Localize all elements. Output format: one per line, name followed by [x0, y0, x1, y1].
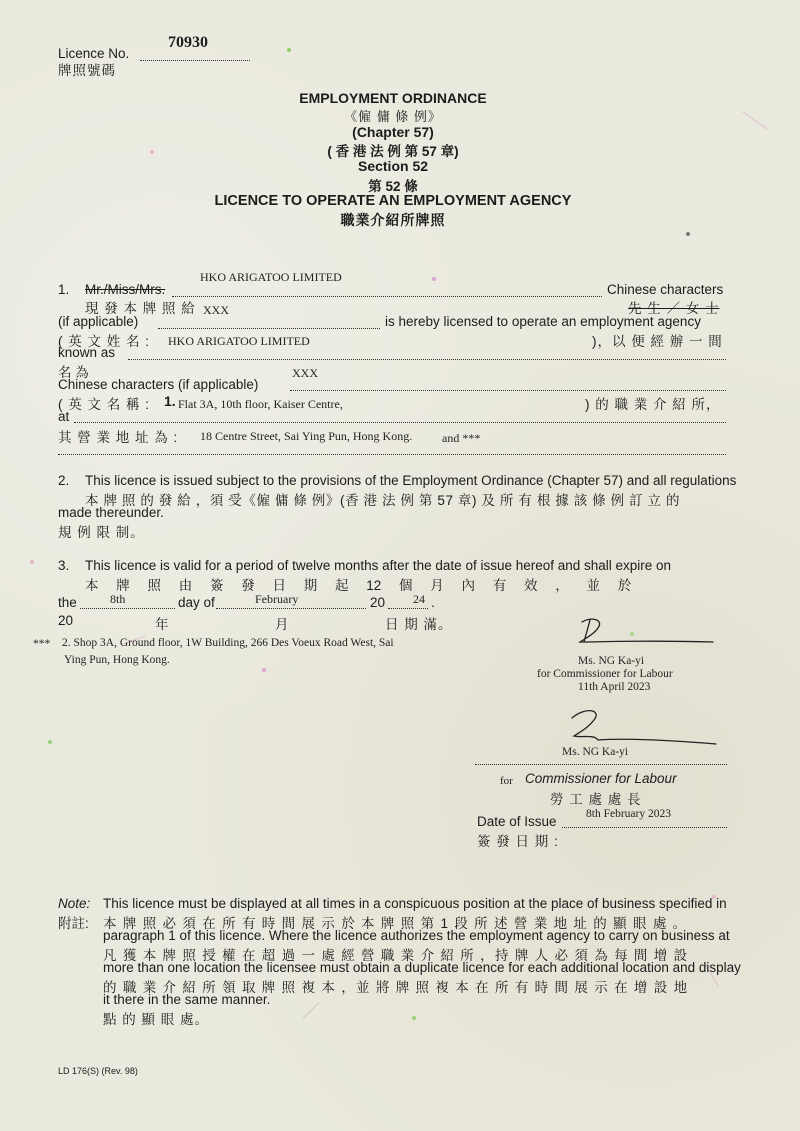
chinese-agency-line	[290, 390, 726, 391]
paper-speck	[30, 560, 34, 564]
cn-year: 年	[155, 617, 169, 632]
issue-signer-name: Ms. NG Ka-yi	[562, 746, 629, 758]
licence-number: 70930	[168, 34, 208, 51]
issue-date-line	[562, 827, 727, 828]
licence-no-line	[140, 60, 250, 61]
and-more-marker: and ***	[442, 431, 481, 445]
title-cn-struck: 先 生 ／ 女 士	[628, 301, 720, 316]
ordinance-title-cn: 《僱 傭 條 例》	[344, 109, 442, 124]
renewal-signer-name: Ms. NG Ka-yi	[578, 655, 645, 667]
period: .	[431, 595, 435, 610]
date-of-issue-label: Date of Issue	[477, 814, 557, 829]
para3-text1: This licence is valid for a period of twelve months after the date of issue hereof and shall expire on	[85, 558, 672, 573]
paper-speck	[686, 232, 690, 236]
paper-speck	[432, 277, 436, 281]
para2-number: 2.	[58, 473, 70, 488]
salutation-struck: Mr./Miss/Mrs.	[85, 282, 166, 297]
ordinance-title: EMPLOYMENT ORDINANCE	[299, 90, 487, 106]
the-label: the	[58, 595, 77, 610]
commissioner-label: Commissioner for Labour	[525, 771, 677, 786]
address-fill-line1: Flat 3A, 10th floor, Kaiser Centre,	[178, 397, 343, 411]
licence-no-label-cn: 牌照號碼	[58, 63, 116, 78]
issue-for-label: for	[500, 775, 513, 787]
renewal-date: 11th April 2023	[578, 681, 651, 693]
chapter-cn: ( 香 港 法 例 第 57 章)	[327, 144, 459, 159]
cn-day-expire: 日 期 滿。	[385, 617, 453, 632]
at-label: at	[58, 409, 70, 424]
para2-text1: This licence is issued subject to the provisions of the Employment Ordinance (Chapter 57) and all regulations	[85, 473, 737, 488]
english-name-cn: ( 英 文 姓 名 :	[58, 334, 150, 349]
signature-line	[475, 764, 727, 765]
cn-month: 月	[275, 617, 289, 632]
expiry-month-fill: February	[255, 592, 299, 606]
expiry-year-fill: 24	[413, 592, 425, 606]
note-line1: This licence must be displayed at all times in a conspicuous position at the place of business specified in	[103, 896, 727, 911]
agency-chinese-name-fill: XXX	[292, 366, 318, 380]
para2-text2: made thereunder.	[58, 505, 164, 520]
paper-speck	[287, 48, 291, 52]
chinese-name-fill: XXX	[203, 303, 229, 317]
known-as-line	[128, 359, 726, 360]
agency-cn: ) 的 職 業 介 紹 所，	[585, 397, 721, 412]
renewal-signer-for: for Commissioner for Labour	[537, 668, 673, 680]
para3-number: 3.	[58, 558, 70, 573]
operate-cn: )，以 便 經 辦 一 間	[592, 334, 723, 349]
commissioner-cn: 勞 工 處 處 長	[550, 792, 642, 807]
english-name2-cn: ( 英 文 名 稱 :	[58, 397, 150, 412]
section: Section 52	[357, 158, 429, 174]
address-fill-line2: 18 Centre Street, Sai Ying Pun, Hong Kong.	[200, 429, 413, 443]
licence-title-cn: 職業介紹所牌照	[340, 212, 446, 228]
note-cn1: 本 牌 照 必 須 在 所 有 時 間 展 示 於 本 牌 照 第 1 段 所 述 營 業 地 址 的 顯 眼 處 。	[103, 916, 688, 931]
paper-speck	[412, 1016, 416, 1020]
address-line-2	[58, 454, 726, 455]
year-prefix: 20	[370, 595, 386, 610]
para2-cn1: 本 牌 照 的 發 給 ，須 受《僱 傭 條 例》(香 港 法 例 第 57 章) 及 所 有 根 據 該 條 例 訂 立 的	[85, 493, 681, 508]
licensee-name-fill: HKO ARIGATOO LIMITED	[200, 270, 342, 284]
address-marker: 1.	[164, 393, 176, 409]
note-label-cn: 附註:	[58, 916, 89, 931]
name-line	[172, 296, 602, 297]
section-cn: 第 52 條	[368, 179, 418, 194]
note-cn2: 凡 獲 本 牌 照 授 權 在 超 過 一 處 經 營 職 業 介 紹 所 ，持 牌 人 必 須 為 每 間 增 設	[103, 948, 689, 963]
note-line2: paragraph 1 of this licence. Where the licence authorizes the employment agency to carry on business at	[103, 928, 730, 943]
addendum-line2: Ying Pun, Hong Kong.	[64, 654, 170, 666]
chinese-characters-label: Chinese characters	[607, 282, 724, 297]
issue-signature	[558, 700, 718, 750]
cn-20: 20	[58, 613, 74, 628]
paper-speck	[48, 740, 52, 744]
note-line4: it there in the same manner.	[103, 992, 271, 1007]
issue-date-fill: 8th February 2023	[586, 808, 671, 820]
name-as-cn: 名 為	[58, 365, 89, 380]
if-applicable-label: (if applicable)	[58, 314, 139, 329]
chinese-name-line	[158, 328, 380, 329]
expiry-day-fill: 8th	[110, 592, 126, 606]
note-line3: more than one location the licensee must obtain a duplicate licence for each additional location and display	[103, 960, 741, 975]
note-cn4: 點 的 顯 眼 處。	[103, 1012, 210, 1027]
agency-name-fill: HKO ARIGATOO LIMITED	[168, 334, 310, 348]
addendum-line1: 2. Shop 3A, Ground floor, 1W Building, 266 Des Voeux Road West, Sai	[62, 637, 394, 649]
addendum-marker: ***	[33, 638, 51, 650]
licence-title: LICENCE TO OPERATE AN EMPLOYMENT AGENCY	[214, 193, 572, 209]
para2-cn2: 規 例 限 制。	[58, 525, 145, 540]
day-of-label: day of	[178, 595, 215, 610]
known-as-label: known as	[58, 345, 116, 360]
chapter: (Chapter 57)	[352, 124, 434, 140]
note-cn3: 的 職 業 介 紹 所 領 取 牌 照 複 本 ，並 將 牌 照 複 本 在 所 有 時 間 展 示 在 增 設 地	[103, 980, 689, 995]
licence-no-label: Licence No.	[58, 46, 130, 61]
note-label: Note:	[58, 896, 91, 911]
hereby-licensed-text: is hereby licensed to operate an employment agency	[385, 314, 701, 329]
expiry-year-line	[388, 608, 428, 609]
date-of-issue-cn: 簽 發 日 期 :	[477, 834, 559, 849]
form-code: LD 176(S) (Rev. 98)	[58, 1066, 138, 1076]
renewal-signature	[568, 612, 718, 652]
licence-to-cn: 現 發 本 牌 照 給	[85, 301, 196, 316]
paper-fiber	[303, 1002, 319, 1018]
address-line-1	[74, 422, 726, 423]
expiry-day-line	[80, 608, 175, 609]
expiry-month-line	[216, 608, 366, 609]
para3-cn1: 本 牌 照 由 簽 發 日 期 起 12 個 月 內 有 效 ， 並 於	[85, 578, 632, 593]
business-address-cn: 其 營 業 地 址 為 :	[58, 430, 179, 445]
paper-speck	[262, 668, 266, 672]
chinese-chars-if-label: Chinese characters (if applicable)	[58, 377, 259, 392]
para1-number: 1.	[58, 282, 70, 297]
